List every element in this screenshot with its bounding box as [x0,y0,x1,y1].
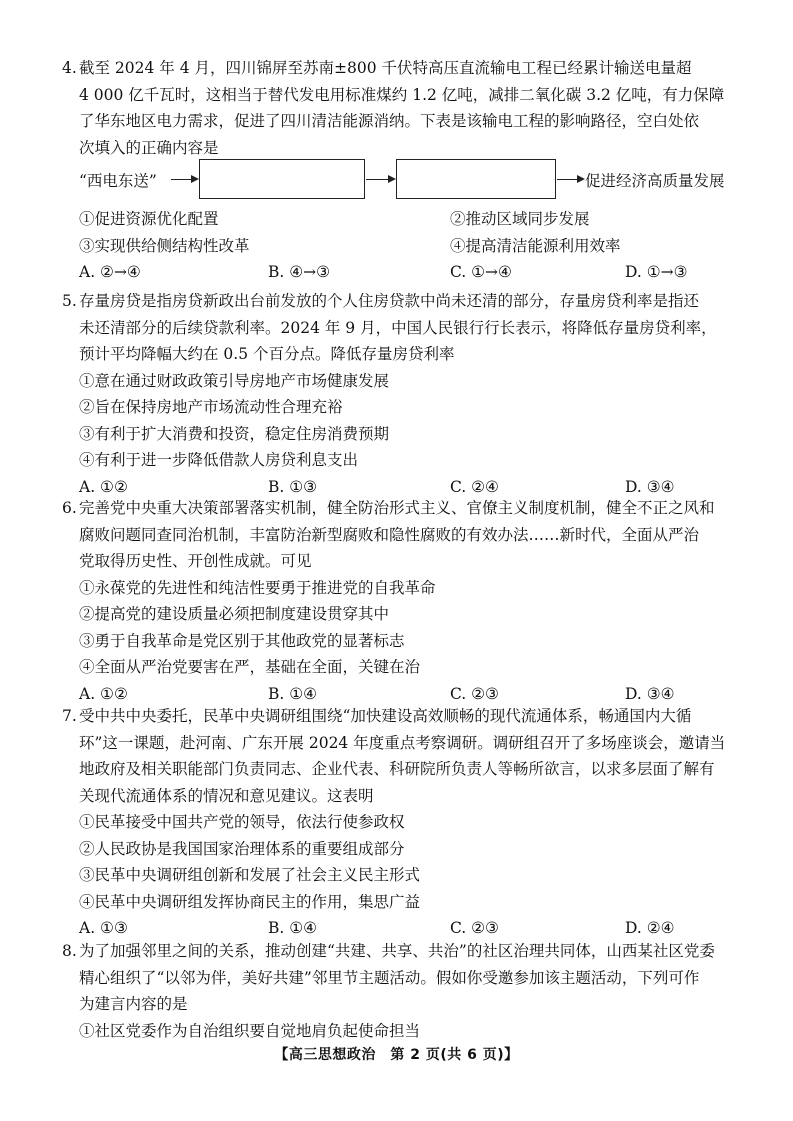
question-number: 7. [62,707,77,725]
question-stem-line: 精心组织了“以邻为伴，美好共建”邻里节主题活动。假如你受邀参加该主题活动，下列可作 [79,968,700,987]
choice-a[interactable]: A. ①② [79,684,128,703]
statement-item: ①民革接受中国共产党的领导，依法行使参政权 [79,813,405,831]
page-footer: 【高三思想政治 第 2 页(共 6 页)】 [274,1047,519,1063]
arrow-icon [366,179,394,180]
choice-a[interactable]: A. ②→④ [79,263,141,281]
choice-a[interactable]: A. ①③ [79,919,128,937]
question-stem-line: 关现代流通体系的情况和意见建议。这表明 [79,786,374,805]
choice-d[interactable]: D. ③④ [625,477,675,496]
question-8 [62,938,742,1044]
statement-item: ④全面从严治党要害在严，基础在全面，关键在治 [79,658,421,676]
option-row [62,233,742,260]
question-stem-line: 了华东地区电力需求，促进了四川清洁能源消纳。下表是该输电工程的影响路径，空白处依 [79,112,700,130]
choice-d[interactable]: D. ②④ [625,919,675,937]
statement-item: ③实现供给侧结构性改革 [79,236,250,255]
statement-item: ①意在通过财政政策引导房地产市场健康发展 [79,371,390,390]
question-stem-line: 党取得历史性、开创性成就。可见 [79,552,312,570]
choice-b[interactable]: B. ①③ [268,477,318,496]
choice-b[interactable]: B. ①④ [268,919,318,937]
choice-b[interactable]: B. ①④ [268,684,318,703]
statement-item: ④有利于进一步降低借款人房贷利息支出 [79,451,359,469]
question-number: 4. [62,59,77,77]
statement-item: ③民革中央调研组创新和发展了社会主义民主形式 [79,866,421,884]
influence-path-diagram [79,158,759,204]
choice-d[interactable]: D. ③④ [625,684,675,703]
question-stem-line: 4 000 亿千瓦时，这相当于替代发电用标准煤约 1.2 亿吨，减排二氧化碳 3.2 亿吨，有力保障 [79,85,725,104]
choice-c[interactable]: C. ②④ [450,477,499,496]
choice-c[interactable]: C. ①→④ [450,263,512,281]
statement-item: ④民革中央调研组发挥协商民主的作用，集思广益 [79,892,421,911]
question-5 [62,288,742,500]
choice-c[interactable]: C. ②③ [450,919,499,937]
blank-box-2 [396,159,556,199]
statement-item: ①社区党委作为自治组织要自觉地肩负起使命担当 [79,1021,421,1040]
question-stem-line: 腐败问题同查同治机制，丰富防治新型腐败和隐性腐败的有效办法……新时代，全面从严治 [79,525,700,544]
choice-row [62,259,742,286]
arrow-icon [171,179,197,180]
question-4 [62,55,742,161]
question-stem-line: 次填入的正确内容是 [79,138,219,157]
statement-item: ①永葆党的先进性和纯洁性要勇于推进党的自我革命 [79,578,436,597]
statement-item: ②旨在保持房地产市场流动性合理充裕 [79,398,343,416]
question-stem-line: 预计平均降幅大约在 0.5 个百分点。降低存量房贷利率 [79,345,455,363]
choice-c[interactable]: C. ②③ [450,684,499,703]
flow-end-label: 促进经济高质量发展 [585,172,725,190]
statement-item: ①促进资源优化配置 [79,210,219,228]
flow-start-label: “西电东送” [79,172,157,190]
statement-item: ②人民政协是我国国家治理体系的重要组成部分 [79,839,405,858]
question-stem-line: 6. 完善党中央重大决策部署落实机制，健全防治形式主义、官僚主义制度机制，健全不正之风和 [62,495,742,522]
question-number: 8. [62,942,77,960]
statement-item: ③有利于扩大消费和投资，稳定住房消费预期 [79,424,390,443]
question-stem-line: 7. 受中共中央委托，民革中央调研组围绕“加快建设高效顺畅的现代流通体系，畅通国内大循 [62,703,742,730]
choice-d[interactable]: D. ①→③ [625,263,688,281]
question-7 [62,703,742,942]
statement-item: ③勇于自我革命是党区别于其他政党的显著标志 [79,631,405,650]
question-stem-line: 5. 存量房贷是指房贷新政出台前发放的个人住房贷款中尚未还清的部分，存量房贷利率是指还 [62,288,742,315]
question-number: 6. [62,499,77,517]
question-stem-line: 环”这一课题，赴河南、广东开展 2024 年度重点考察调研。调研组召开了多场座谈会，邀请当 [79,733,726,752]
choice-b[interactable]: B. ④→③ [268,263,331,281]
question-stem-line: 地政府及相关职能部门负责同志、企业代表、科研院所负责人等畅所欲言，以求多层面了解有 [79,760,715,778]
question-6 [62,495,742,707]
blank-box-1 [199,159,365,199]
question-stem-line: 为建言内容的是 [79,995,188,1013]
choice-a[interactable]: A. ①② [79,477,128,496]
statement-item: ④提高清洁能源利用效率 [450,236,621,255]
question-stem-line: 未还清部分的后续贷款利率。2024 年 9 月，中国人民银行行长表示，将降低存量房贷利率， [79,318,717,337]
question-number: 5. [62,292,77,310]
statement-item: ②提高党的建设质量必须把制度建设贯穿其中 [79,605,390,623]
option-row [62,206,742,233]
question-stem-line: 8. 为了加强邻里之间的关系，推动创建“共建、共享、共治”的社区治理共同体，山西某社区党委 [62,938,742,965]
statement-item: ②推动区域同步发展 [450,210,590,228]
question-4-options [62,206,742,286]
arrow-icon [557,179,583,180]
question-stem-line: 4. 截至 2024 年 4 月，四川锦屏至苏南±800 千伏特高压直流输电工程已经累计输送电量超 [62,55,742,82]
